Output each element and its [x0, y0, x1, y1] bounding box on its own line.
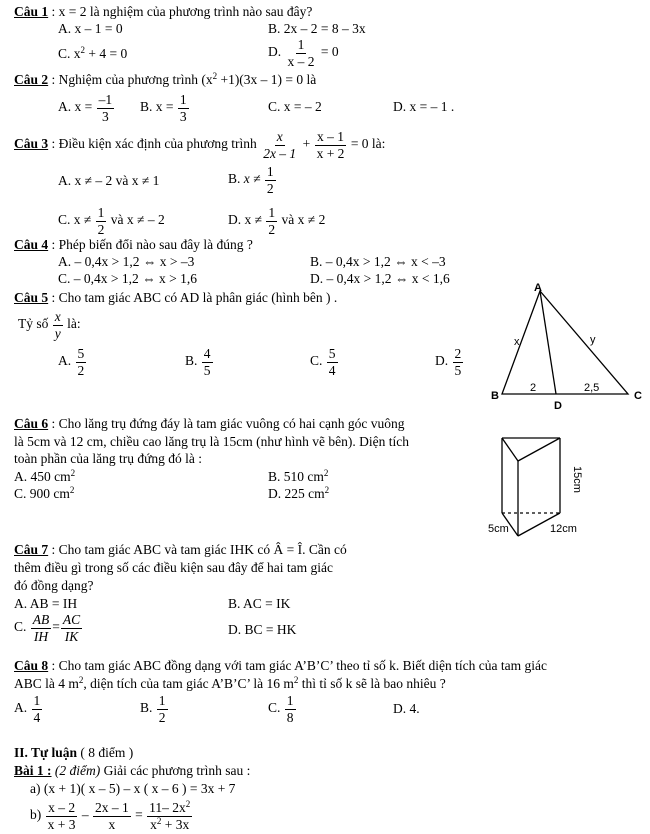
q6-d-text: D. 225 cm: [268, 486, 325, 501]
q7-label: Câu 7: [14, 542, 49, 557]
bai1-b-n1: x – 2: [48, 800, 76, 815]
q5-a-label: A.: [58, 353, 72, 369]
q2-a-num: –1: [98, 92, 113, 107]
q5-label: Câu 5: [14, 290, 49, 305]
q3-text: : Điều kiện xác định của phương trình: [51, 136, 257, 152]
q5-ratio-pre: Tỷ số: [18, 316, 49, 332]
part2-heading: [14, 746, 133, 761]
q1-c-post: + 4 = 0: [85, 46, 128, 61]
q3-b-label: B.: [228, 171, 241, 187]
bai1-b-d3-post: + 3x: [161, 816, 190, 832]
q6-a-text: A. 450 cm: [14, 469, 71, 484]
q3-c-label: C. x ≠: [58, 212, 92, 228]
q8-option-c: [268, 694, 297, 724]
q4-stem: [14, 238, 253, 253]
q1-c-text: C. x: [58, 46, 81, 61]
q7-line2: thêm điều gì trong số các điều kiện sau đây để hai tam giác: [14, 560, 334, 575]
q5-text: : Cho tam giác ABC có AD là phân giác (hình bên ) .: [51, 290, 338, 305]
q6-c-exp: 2: [69, 485, 75, 495]
q4-option-b: B. – 0,4x > 1,2 ⇔ x < –3: [310, 254, 446, 269]
q3-b-num: 1: [266, 164, 274, 179]
q6-line1: : Cho lăng trụ đứng đáy là tam giác vuông có hai cạnh góc vuông: [51, 416, 405, 431]
q5-ratio-den: y: [54, 325, 61, 341]
q5-c-num: 5: [328, 346, 336, 361]
q8-option-d: D. 4.: [393, 701, 420, 716]
q3-d-num: 1: [268, 205, 276, 220]
bai1-b-n3: 11– 2x: [149, 800, 186, 815]
q7-c-d1: IH: [33, 628, 49, 644]
q8-option-b: [140, 694, 169, 724]
side-y: y: [590, 334, 596, 346]
vertex-c: C: [634, 390, 642, 402]
q1-option-d: [268, 38, 339, 68]
bai1-stem: [14, 764, 250, 779]
q8-line2: [14, 677, 446, 692]
q5-c-label: C.: [310, 353, 323, 369]
q1-d-num: 1: [297, 37, 305, 52]
q8-l2a: ABC là 4 m: [14, 676, 79, 691]
q8-b-den: 2: [158, 709, 166, 725]
q1-option-a: A. x – 1 = 0: [58, 21, 123, 36]
q5-option-c: [310, 347, 339, 377]
q8-l2b: , diện tích của tam giác A’B’C’ là 16 m: [83, 676, 294, 691]
bai1-points: (2 điểm): [54, 763, 101, 778]
q8-l2b-exp: 2: [293, 675, 299, 685]
q7-c-d2: IK: [64, 628, 79, 644]
q6-stem: [14, 417, 405, 432]
q6-option-a: [14, 470, 75, 485]
q3-d-post: và x ≠ 2: [281, 212, 326, 228]
q5-option-b: [185, 347, 214, 377]
q3-f2-num: x – 1: [317, 129, 344, 144]
bai1-b-d3-exp: 2: [156, 815, 162, 826]
q8-stem: [14, 659, 547, 674]
q2-b-num: 1: [179, 92, 187, 107]
q2-a-den: 3: [102, 108, 109, 124]
q5-stem: [14, 291, 337, 306]
q8-c-num: 1: [286, 693, 294, 708]
q7-option-b: B. AC = IK: [228, 596, 291, 611]
q3-stem: [14, 130, 385, 160]
top-left-edge: [502, 438, 518, 461]
q6-line2: là 5cm và 12 cm, chiều cao lăng trụ là 15cm (như hình vẽ bên). Diện tích: [14, 434, 409, 449]
q5-ratio-num: x: [54, 309, 61, 324]
q1-label: Câu 1: [14, 4, 49, 19]
q8-b-label: B.: [140, 700, 153, 716]
q8-a-den: 4: [33, 709, 41, 725]
q6-c-text: C. 900 cm: [14, 486, 70, 501]
bai1-b-n2: 2x – 1: [95, 800, 129, 815]
q5-d-num: 2: [454, 346, 462, 361]
q3-c-post: và x ≠ – 2: [110, 212, 165, 228]
q7-line3: đó đồng dạng?: [14, 578, 94, 593]
bai1-part-a: a) (x + 1)( x – 5) – x ( x – 6 ) = 3x + 7: [30, 781, 236, 796]
q6-b-text: B. 510 cm: [268, 469, 324, 484]
q8-l2c: thì tỉ số k sẽ là bao nhiêu ?: [298, 676, 446, 691]
q8-b-num: 1: [158, 693, 166, 708]
q5-ratio-post: là:: [67, 316, 81, 332]
q2-option-b: [140, 93, 190, 123]
q6-b-exp: 2: [323, 468, 329, 478]
q4-text: : Phép biến đổi nào sau đây là đúng ?: [51, 237, 253, 252]
q7-option-d: D. BC = HK: [228, 622, 297, 637]
q3-option-b: [228, 165, 277, 195]
q8-c-label: C.: [268, 700, 281, 716]
side-x: x: [514, 336, 520, 348]
prism-w1: 5cm: [488, 523, 509, 535]
q3-plus: +: [302, 136, 311, 152]
q1-d-den: x – 2: [287, 53, 315, 69]
q7-c-n2: AC: [62, 612, 81, 627]
bai1-part-b: [30, 801, 193, 831]
q1-option-c: [58, 47, 127, 62]
q3-option-d: [228, 206, 325, 236]
bai1-b-eq: =: [135, 807, 143, 823]
q3-b-x: x ≠: [243, 171, 261, 187]
q5-ratio: [18, 310, 81, 340]
q3-label: Câu 3: [14, 136, 49, 152]
q5-c-den: 4: [328, 362, 336, 378]
q8-c-den: 8: [286, 709, 294, 725]
q1-text: : x = 2 là nghiệm của phương trình nào sau đây?: [51, 4, 313, 19]
q5-option-d: [435, 347, 464, 377]
q4-option-c: C. – 0,4x > 1,2 ⇔ x > 1,6: [58, 271, 197, 286]
q7-text: : Cho tam giác ABC và tam giác IHK có: [51, 542, 271, 557]
triangle-abc: [502, 291, 628, 394]
q6-line3: toàn phần của lăng trụ đứng đó là :: [14, 451, 203, 466]
bai1-b-label: b): [30, 807, 42, 823]
q4-label: Câu 4: [14, 237, 49, 252]
q8-a-label: A.: [14, 700, 28, 716]
bai1-b-d3: x: [150, 816, 157, 832]
q2-text-exp: 2: [212, 71, 218, 81]
q7-angle: Â = Î: [273, 542, 303, 557]
vertex-d: D: [554, 400, 562, 412]
bai1-label: Bài 1 :: [14, 763, 52, 778]
q3-option-a: A. x ≠ – 2 và x ≠ 1: [58, 173, 160, 188]
q6-label: Câu 6: [14, 416, 49, 431]
q7-stem: [14, 543, 347, 558]
q4-option-a: A. – 0,4x > 1,2 ⇔ x > –3: [58, 254, 195, 269]
q6-option-b: [268, 470, 328, 485]
q8-a-num: 1: [33, 693, 41, 708]
q3-eq: = 0 là:: [350, 136, 386, 152]
q3-c-den: 2: [97, 221, 105, 237]
top-hyp-edge: [518, 438, 560, 461]
bai1-b-d1: x + 3: [47, 816, 76, 832]
q5-a-den: 2: [77, 362, 85, 378]
q1-d-post: = 0: [320, 44, 339, 60]
q4-option-d: D. – 0,4x > 1,2 ⇔ x < 1,6: [310, 271, 450, 286]
q7-text-post: . Cần có: [302, 542, 347, 557]
q5-b-num: 4: [203, 346, 211, 361]
q2-stem: [14, 73, 316, 88]
q2-text-post: +1)(3x – 1) = 0 là: [217, 72, 317, 87]
bai1-text: Giải các phương trình sau :: [103, 763, 251, 778]
q2-b-label: B. x =: [140, 99, 174, 115]
q8-line1: : Cho tam giác ABC đồng dạng với tam giác A’B’C’ theo tỉ số k. Biết diện tích của tam giác: [51, 658, 547, 673]
vertex-a: A: [534, 283, 542, 294]
q6-option-d: [268, 487, 329, 502]
q5-option-a: [58, 347, 87, 377]
prism-w2: 12cm: [550, 523, 577, 535]
q3-option-c: [58, 206, 165, 236]
q5-a-num: 5: [77, 346, 85, 361]
q2-a-label: A. x =: [58, 99, 93, 115]
q1-stem: [14, 5, 312, 20]
q3-d-den: 2: [268, 221, 276, 237]
q5-d-label: D.: [435, 353, 449, 369]
q3-c-num: 1: [97, 205, 105, 220]
part2-points: ( 8 điểm ): [80, 745, 134, 760]
segment-bd: 2: [530, 382, 537, 394]
q6-a-exp: 2: [70, 468, 76, 478]
prism-height: 15cm: [571, 466, 583, 493]
vertex-b: B: [491, 390, 499, 402]
q3-f2-den: x + 2: [316, 145, 345, 161]
bai1-b-n3-exp: 2: [185, 799, 191, 809]
bai1-b-minus: –: [81, 807, 89, 823]
q2-option-d: D. x = – 1 .: [393, 99, 455, 114]
q7-option-a: A. AB = IH: [14, 596, 78, 611]
part2-title: II. Tự luận: [14, 745, 78, 760]
q2-b-den: 3: [179, 108, 187, 124]
q8-option-a: [14, 694, 43, 724]
q8-l2a-exp: 2: [78, 675, 84, 685]
q3-b-den: 2: [266, 180, 274, 196]
q5-d-den: 5: [454, 362, 462, 378]
q7-c-eq: =: [52, 619, 60, 635]
q8-label: Câu 8: [14, 658, 49, 673]
q3-f1-den: 2x – 1: [263, 145, 297, 161]
q1-d-label: D.: [268, 44, 282, 60]
q2-text: : Nghiệm của phương trình (x: [51, 72, 213, 87]
q6-d-exp: 2: [324, 485, 330, 495]
q6-option-c: [14, 487, 74, 502]
q7-c-n1: AB: [32, 612, 50, 627]
q5-b-den: 5: [203, 362, 211, 378]
q1-option-b: B. 2x – 2 = 8 – 3x: [268, 21, 366, 36]
q2-option-a: [58, 93, 115, 123]
q6-prism-figure: [488, 428, 618, 543]
q5-b-label: B.: [185, 353, 198, 369]
q7-c-label: C.: [14, 619, 27, 635]
q1-c-exp: 2: [80, 45, 86, 55]
q5-triangle-figure: [488, 283, 648, 413]
segment-dc: 2,5: [584, 382, 600, 394]
bai1-b-d2: x: [108, 816, 116, 832]
q3-f1-num: x: [276, 129, 283, 144]
q2-label: Câu 2: [14, 72, 49, 87]
q3-d-label: D. x ≠: [228, 212, 263, 228]
q2-option-c: C. x = – 2: [268, 99, 322, 114]
q7-option-c: [14, 613, 83, 643]
